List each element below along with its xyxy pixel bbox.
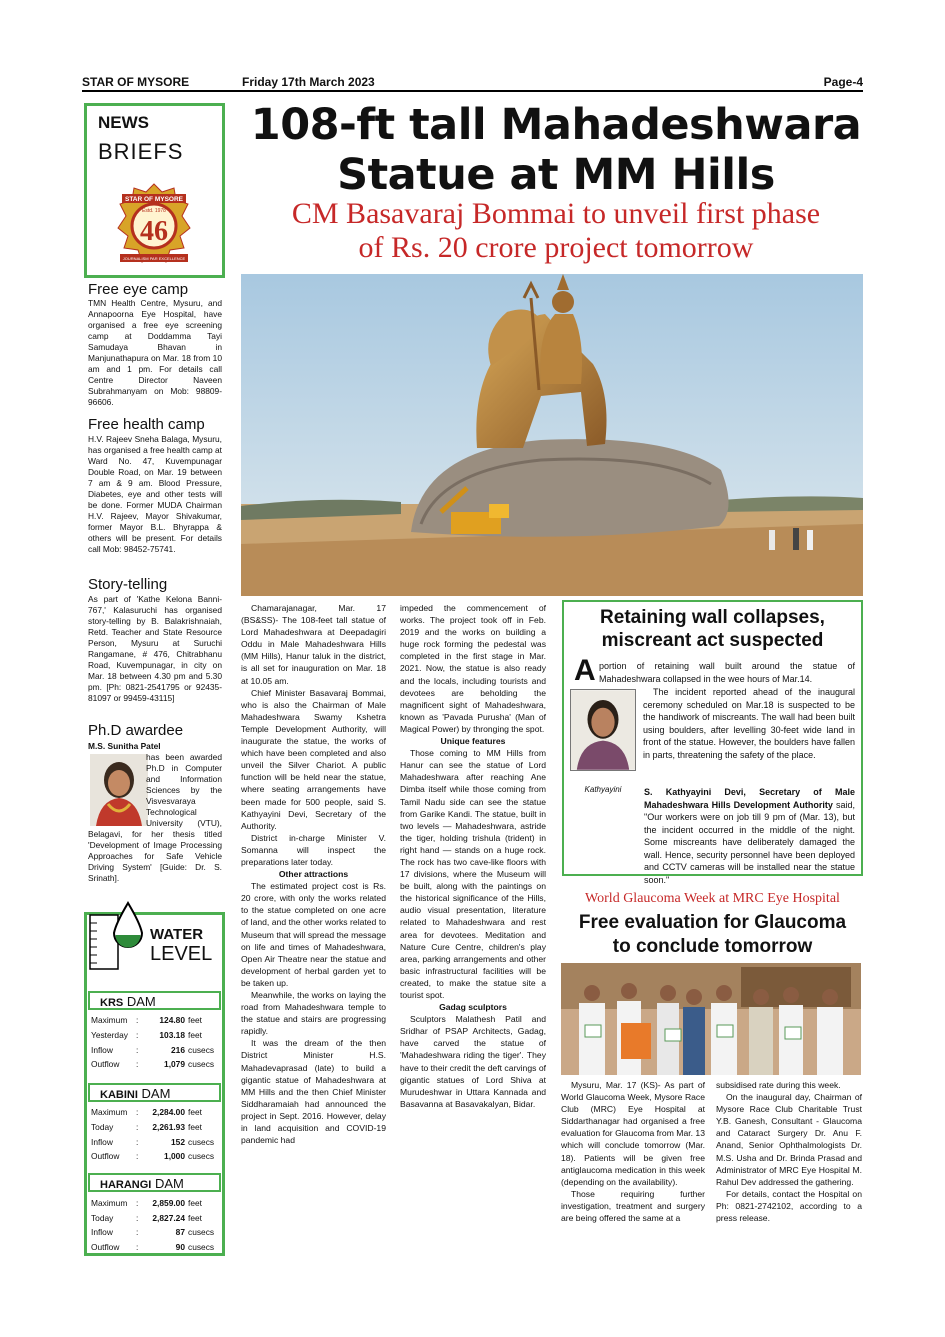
dam-header-harangi: HARANGI DAM (88, 1173, 221, 1192)
dam-row: Today : 2,827.24 feet (91, 1213, 202, 1223)
headline-line-2: Statue at MM Hills (337, 150, 775, 200)
masthead (82, 74, 863, 92)
brief-heading-eye-camp: Free eye camp (88, 281, 189, 298)
dam-row: Outflow : 1,000 cusecs (91, 1151, 215, 1161)
svg-text:Estd. 1978: Estd. 1978 (142, 208, 166, 214)
dam-row: Maximum : 2,284.00 feet (91, 1107, 202, 1117)
headline-line-1: 108-ft tall Mahadeshwara (250, 100, 862, 150)
glaucoma-headline (562, 911, 863, 959)
brief-text-story-telling: As part of 'Kathe Kelona Banni-767,' Kalasuruchi has organised story-telling by B. Balakrishnaiah, Retd. Teacher and State Resource Person, Mysuru at Suruchi Rangamane, # 476, Chitrabhanu Road, Kuvempunagar, in city on Mar. 18 between 4.30 pm and 5.30 pm. [Ph: 0821-2541795 or 92435-81097 or 99459-43115] (88, 594, 222, 703)
brief-heading-story-telling: Story-telling (88, 576, 168, 593)
glaucoma-col2 (716, 1079, 862, 1224)
anniversary-logo (114, 182, 194, 274)
glaucoma-col1 (561, 1079, 705, 1224)
main-article-col2 (400, 602, 546, 1110)
drop-cap: A (574, 654, 596, 687)
main-article-col1 (241, 602, 386, 1146)
retain-quote-attribution: S. Kathyayini Devi, Secretary of Male Mahadeshwara Hills Development Authority (644, 787, 855, 810)
article-paragraph: District in-charge Minister V. Somanna will inspect the preparations later today. (241, 832, 386, 867)
brief-heading-health-camp: Free health camp (88, 416, 205, 433)
retain-p2 (643, 686, 855, 761)
retain-p1: portion of retaining wall built around the statue of Mahadeshwara collapsed in the wee hours of Mar.14. (599, 661, 855, 684)
dam-row: Inflow : 152 cusecs (91, 1137, 215, 1147)
page-number: Page-4 (823, 75, 863, 89)
photo-caption: Kathyayini (584, 785, 622, 794)
retain-quote: said, "Our workers were on job till 9 pm of (Mar. 13), but the incident occurred in the middle of the night. Some miscreants have deliberately damaged the wall. Hence, security personnel have been deployed and CCTV cameras will be installed near the statue soon." (644, 799, 855, 885)
dam-row: Maximum : 2,859.00 feet (91, 1198, 202, 1208)
dam-row: Maximum : 124.80 feet (91, 1015, 202, 1025)
article-paragraph: Sculptors Malathesh Patil and Sridhar of PSAP Architects, Gadag, have carved the statue of 'Mahadeshwara riding the tiger'. They have to their credit the deft carvings of gigantic statues of Lord Shiva at Murudeshwar in Uttara Kannada and Basavanna at Basavakalyan, Bidar. (400, 1014, 546, 1109)
dam-row: Outflow : 1,079 cusecs (91, 1059, 215, 1069)
retain-head-line-1: Retaining wall collapses, (600, 607, 825, 628)
article-subheading: Unique features (440, 736, 506, 747)
article-paragraph: For details, contact the Hospital on Ph: 0821-2742102, according to a press release. (716, 1188, 862, 1224)
article-paragraph: On the inaugural day, Chairman of Mysore Race Club Charitable Trust Y.B. Ganesh, Consultant - Glaucoma and Cataract Surgery Dr. Anu F. Anand, Senior Ophthalmologists Dr. M.S. Usha and Dr. Brinda Prasad and Administrator of MRC Eye Hospital M. Rahul Dev addressed the gathering. (716, 1092, 862, 1187)
article-paragraph: Those requiring further investigation, treatment and surgery are being offered the same at a (561, 1188, 705, 1224)
phd-body (88, 741, 222, 884)
kathyayini-photo (570, 689, 636, 771)
news-briefs-title: NEWS (98, 113, 149, 132)
phd-awardee-name: M.S. Sunitha Patel (88, 741, 161, 751)
article-paragraph: subsidised rate during this week. (716, 1080, 841, 1090)
retain-head-line-2: miscreant act suspected (601, 630, 824, 651)
glaucoma-head-line-1: Free evaluation for Glaucoma (578, 912, 847, 933)
brief-text-health-camp: H.V. Rajeev Sneha Balaga, Mysuru, has organised a free health camp at Ward No. 47, Kuvempunagar Double Road, on Mar. 19 between 7 am & 9 am. Blood Pressure, Diabetes, eye and other tests will be done. Former MUDA Chairman H.V. Rajeev, Mayor Shivakumar, former Mayor B.L. Bhyrappa & others will be present. For details call Mob: 98452-75741. (88, 434, 222, 554)
issue-date: Friday 17th March 2023 (242, 75, 375, 89)
main-subheadline (236, 197, 876, 265)
retaining-wall-headline (566, 606, 859, 652)
water-drop-icon (88, 901, 148, 971)
phd-photo-spacer (88, 741, 146, 829)
glaucoma-kicker: World Glaucoma Week at MRC Eye Hospital (585, 891, 840, 906)
article-paragraph: Meanwhile, the works on laying the road from Mahadeshwara temple to the statue and stairs are progressing rapidly. (241, 990, 386, 1037)
brief-text-eye-camp: TMN Health Centre, Mysuru, and Annapoorna Eye Hospital, have organised a free eye screening camp at Doddamma Tayi Samudaya Bhavan in Manjunathapura on Mar. 18 from 10 am and 1 pm. For details call Centre Director Naveen Subrahmanyam on Mob: 98809-96606. (88, 298, 222, 407)
retain-p3 (568, 786, 855, 886)
subhead-line-2: of Rs. 20 crore project tomorrow (358, 231, 754, 264)
article-paragraph: Chamarajanagar, Mar. 17 (BS&SS)- The 108-feet tall statue of Lord Mahadeshwara at Deepadagiri Oddu in Male Mahadeshwara Hills (MM Hills), Hanur taluk in the district, is all set for inauguration on Mar. 18 at 10.05 am. (241, 603, 386, 686)
phd-awardee-text: has been awarded Ph.D in Computer and Information Sciences by the Visvesvaraya Technological University (VTU), Belagavi, for her thesis titled 'Development of Image Processing Approaches for Safe Vehicle Driving System' [Guide: Dr. S. Srinath]. (88, 752, 222, 883)
article-paragraph: impeded the commencement of works. The project took off in Feb. 2019 and the works on building a huge rock forming the pedestal was completed in the first stage in Mar. 2021. Now, the statue is also ready and the locals, including tourists and devotees are beholding the magnificent sight of Mahadeshwara, known as 'Pavada Purusha' (Man of Magical Power) by thronging the spot. (400, 603, 546, 734)
glaucoma-head-line-2: to conclude tomorrow (612, 936, 813, 957)
news-briefs-subtitle: BRIEFS (98, 139, 184, 164)
paper-name: STAR OF MYSORE (82, 75, 190, 89)
svg-text:46: 46 (140, 216, 168, 247)
dam-row: Outflow : 90 cusecs (91, 1242, 215, 1252)
article-subheading: Gadag sculptors (439, 1002, 507, 1013)
dam-header-kabini: KABINI DAM (88, 1083, 221, 1102)
svg-text:STAR OF MYSORE: STAR OF MYSORE (124, 196, 184, 203)
main-headline (236, 100, 876, 200)
dam-row: Today : 2,261.93 feet (91, 1122, 202, 1132)
article-paragraph: The incident reported ahead of the inaugural ceremony scheduled on Mar.18 is suspected to be the handiwork of miscreants. The wall had been built using boulders, after levelling 30-feet wide land in front of the statue. However, the boulders have fallen in parts, threatening the safety of the place. (643, 687, 855, 760)
article-paragraph: It was the dream of the then District Minister H.S. Mahadevaprasad (late) to build a gigantic statue of Mahadeshwara at MM Hills and the then Chief Minister Siddharamaiah had announced the project in Sept. 2016. However, delay in land acquisition and COVID-19 pandemic had (241, 1038, 386, 1146)
subhead-line-1: CM Basavaraj Bommai to unveil first phase (291, 197, 821, 230)
dam-header-krs: KRS DAM (88, 991, 221, 1010)
article-paragraph: Mysuru, Mar. 17 (KS)- As part of World Glaucoma Week, Mysore Race Club (MRC) Eye Hospital at Siddarthanagar had organised a free evaluation for Glaucoma from Mar. 13 which will conclude tomorrow (Mar. 18). Patients will be given free antiglaucoma medication in this week (depending on the availability). (561, 1080, 705, 1187)
dam-row: Inflow : 216 cusecs (91, 1045, 215, 1055)
water-subtitle: LEVEL (150, 943, 213, 965)
glaucoma-event-photo (561, 963, 861, 1075)
brief-heading-phd: Ph.D awardee (88, 722, 184, 739)
article-paragraph: Chief Minister Basavaraj Bommai, who is also the Chairman of Male Mahadeshwara Swamy Kshetra Temple Development Authority, will inaugurate the statue, the works of which have been completed and also unveil the Silver Chariot. A public function will be held near the statue, where seating arrangements have been made for 500 people, said S. Kathyayini Devi, Secretary of the Authority. (241, 687, 386, 831)
dam-row: Inflow : 87 cusecs (91, 1227, 215, 1237)
article-paragraph: Those coming to MM Hills from Hanur can see the statue of Lord Mahadeshwara after reaching Ane Dimba itself while those coming from Tamil Nadu side can see the statue from Garike Kandi. The statue, built in two levels — Mahadeshwara, astride the tiger, holding trishula (trident) in right hand — stands on a huge rock. The rock has two cave-like floors with 17 divisions, where the Museum will be built, along with the paintings on the historical significance of the Hills, audio visual presentation, literature related to Mahadeshwara and rest area for devotees. Meditation and Nature Cure Centre, children's play area, parking arrangements and other basic infrastructural facilities will be created, to make the statue site a tourist spot. (400, 748, 546, 1000)
article-subheading: Other attractions (278, 869, 349, 880)
dam-row: Yesterday : 103.18 feet (91, 1030, 202, 1040)
statue-photo (241, 274, 863, 596)
water-title: WATER (150, 926, 204, 943)
article-paragraph: The estimated project cost is Rs. 20 crore, with only the works related to the statue completed on one acre of land, and the other works related to Museum that will spread the message on life and times of Mahadeshwara, Open Air Theatre near the statue and development of herbal garden yet to be taken up. (241, 881, 386, 988)
svg-text:JOURNALISM PAR EXCELLENCE: JOURNALISM PAR EXCELLENCE (122, 256, 186, 261)
